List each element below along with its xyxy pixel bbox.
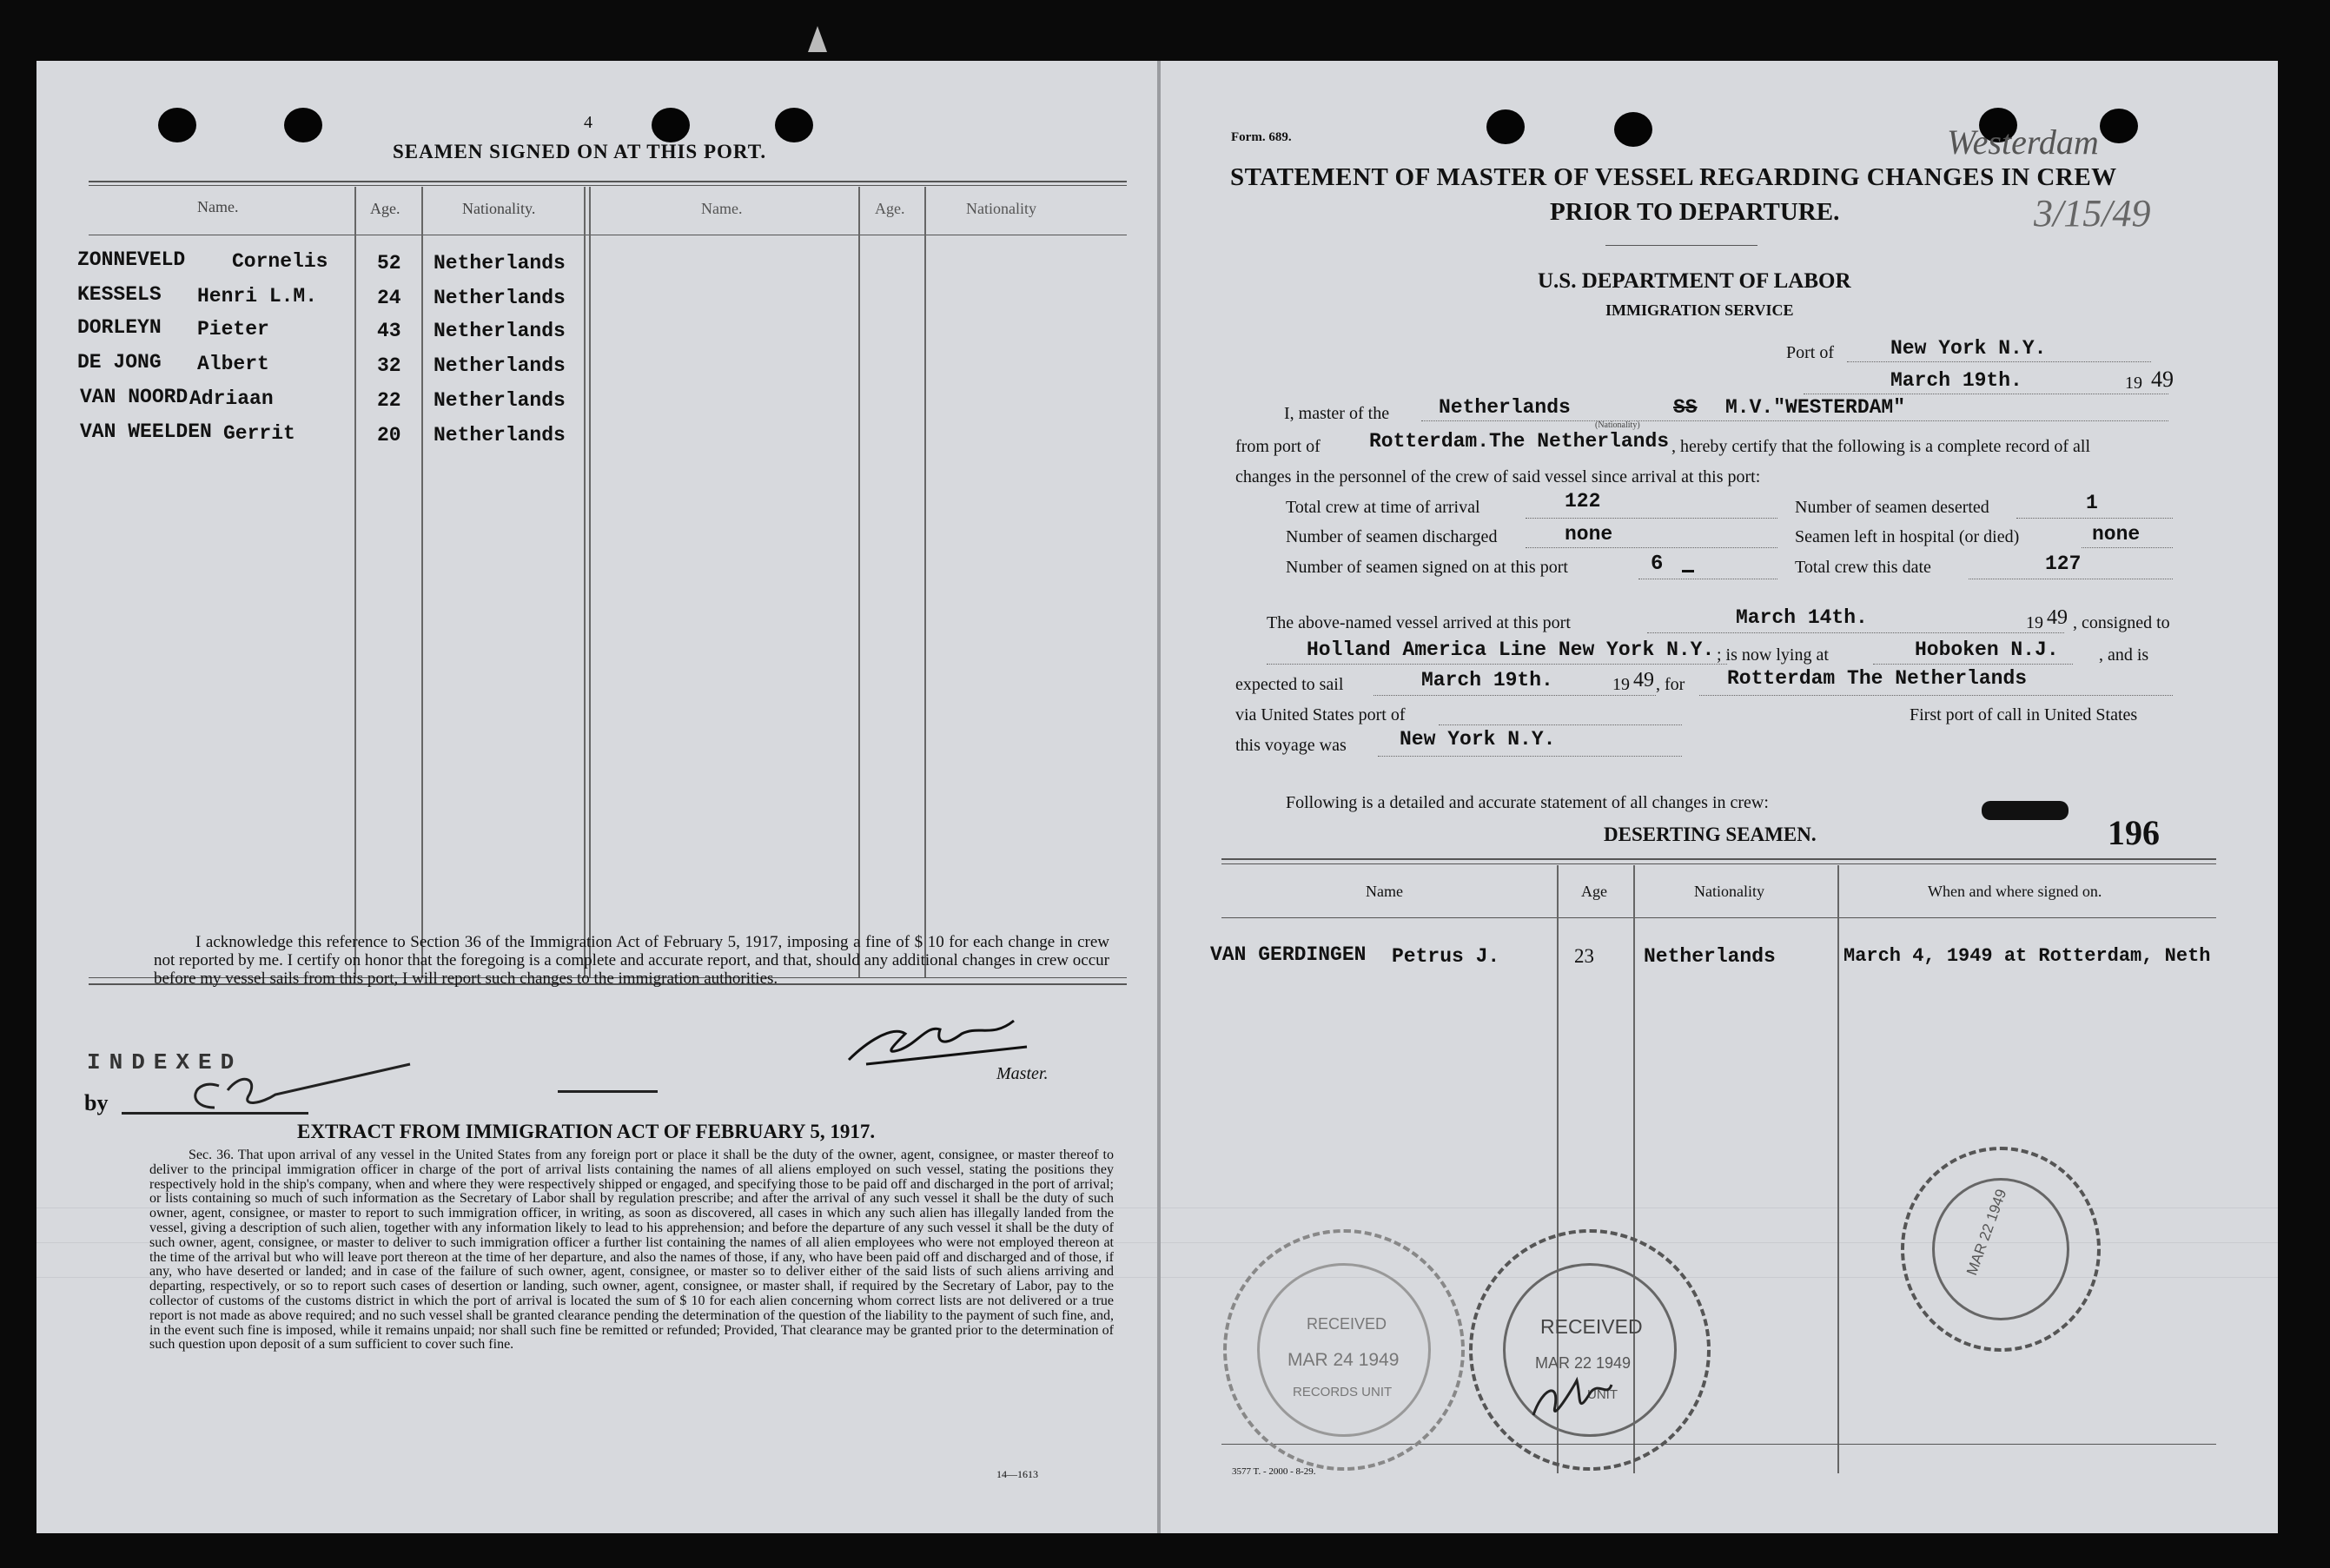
nationality-caption: (Nationality) <box>1595 420 1640 430</box>
department-name: U.S. DEPARTMENT OF LABOR <box>1538 269 1851 293</box>
seaman-age: 43 <box>377 320 401 342</box>
seaman-age: 52 <box>377 252 401 275</box>
scribble-signature <box>1525 1363 1620 1432</box>
seaman-nationality: Netherlands <box>434 287 566 309</box>
hospital-label: Seamen left in hospital (or died) <box>1795 527 2020 546</box>
master-label: Master. <box>996 1064 1049 1083</box>
port-of-label: Port of <box>1786 343 1834 362</box>
seaman-age: 22 <box>377 389 401 412</box>
column-header-nationality: Nationality <box>966 200 1036 217</box>
signed-on-value: 6 <box>1651 552 1664 576</box>
initials-signature <box>158 1060 419 1121</box>
master-nationality: Netherlands <box>1439 396 1571 419</box>
form-title-line1: STATEMENT OF MASTER OF VESSEL REGARDING CHANGES IN CREW <box>1230 163 2117 191</box>
year-prefix: 19 <box>2125 374 2142 393</box>
extract-text: Sec. 36. That upon arrival of any vessel in the United States from any foreign port or place it shall be the duty of the owner, agent, consignee, or master thereof to deliver to the principal immigration officer in charge of the port of arrival lists containing the names of all aliens employed on such vessel, stating the positions they respectively hold in the ship's company, when and where they were respectively shipped or engaged, and specifying those to be paid off and discharged in the port of arrival; or lists containing so much of such information as the Secretary of Labor shall by regulation prescribe; and after the arrival of any such vessel it shall be the duty of such owner, agent, consignee, or master to report to such immigration officer, in writing, as soon as discovered, all cases in which any such alien has illegally landed from the vessel, giving a description of such alien, together with any information likely to lead to his apprehension; and before the departure of any such vessel it shall be the duty of such owner, agent, consignee, or master to deliver to such immigration officer a further list containing the names of all alien employees who were not employed thereon at the time of the arrival but who will leave port thereon at the time of her departure, and also the names of those, if any, who have been paid off and discharged and of those, if any, who have deserted or landed; and in case of the failure of such owner, agent, consignee, or master so to deliver either of the said lists of such aliens arriving and departing, respectively, or so to report such cases of desertion or landing, such owner, agent, consignee, or master shall, if required by the Secretary of Labor, pay to the collector of customs of the customs district in which the port of arrival is located the sum of $ 10 for each alien concerning whom correct lists are not delivered or a true report is not made as above required; and no such vessel shall be granted clearance pending the determination of the question of the liability to the payment of such fine, and, in the event such fine is imposed, while it remains unpaid; nor shall such fine be remitted or refunded; Provided, That clearance may be granted prior to the determination of such question upon deposit of a sum sufficient to cover such fine. <box>149 1148 1114 1353</box>
punch-hole <box>284 108 322 142</box>
column-header-nationality: Nationality <box>1694 883 1764 900</box>
received-stamp-date: MAR 22 1949 <box>1535 1354 1632 1372</box>
deserting-title: DESERTING SEAMEN. <box>1604 824 1817 845</box>
received-stamp <box>1469 1229 1711 1471</box>
total-crew-arrival-value: 122 <box>1565 490 1601 513</box>
deserter-given-name: Petrus J. <box>1392 945 1500 968</box>
consignee-value: Holland America Line New York N.Y. <box>1307 638 1715 661</box>
received-stamp-word: RECEIVED <box>1307 1315 1387 1333</box>
total-crew-arrival-label: Total crew at time of arrival <box>1286 498 1480 517</box>
total-crew-date-label: Total crew this date <box>1795 558 1931 577</box>
column-header-name: Name <box>1366 883 1403 900</box>
print-code: 14—1613 <box>996 1468 1038 1480</box>
seaman-nationality: Netherlands <box>434 320 566 342</box>
discharged-value: none <box>1565 523 1613 546</box>
for-label: , for <box>1656 675 1685 694</box>
struck-out-text: SS <box>1673 396 1698 419</box>
date-value: March 19th. <box>1890 369 2022 392</box>
master-of-label: I, master of the <box>1284 404 1390 423</box>
following-text: Following is a detailed and accurate statement of all changes in crew: <box>1286 793 1769 812</box>
first-port-label: First port of call in United States <box>1910 705 2138 724</box>
seaman-surname: DORLEYN <box>77 316 162 339</box>
seaman-surname: VAN WEELDEN <box>80 420 212 443</box>
year-suffix: 49 <box>2151 367 2174 392</box>
seaman-surname: DE JONG <box>77 351 162 374</box>
signed-on-label: Number of seamen signed on at this port <box>1286 558 1568 577</box>
left-page <box>36 61 1157 1533</box>
print-code: 3577 T. - 2000 - 8-29. <box>1232 1466 1316 1477</box>
seaman-given-name: Gerrit <box>223 422 295 445</box>
seaman-age: 24 <box>377 287 401 309</box>
page-fold-shadow <box>1157 61 1161 1533</box>
seaman-age: 20 <box>377 424 401 447</box>
struck-out-number <box>1982 801 2069 820</box>
and-is-label: , and is <box>2099 645 2149 665</box>
section-title: SEAMEN SIGNED ON AT THIS PORT. <box>393 141 767 162</box>
form-number: Form. 689. <box>1231 130 1292 144</box>
sail-year-prefix: 19 <box>1612 675 1630 694</box>
seaman-given-name: Cornelis <box>232 250 328 273</box>
received-stamp <box>1223 1229 1465 1471</box>
voyage-label: this voyage was <box>1235 736 1347 755</box>
hospital-value: none <box>2092 523 2141 546</box>
corner-mark <box>808 26 827 52</box>
via-label: via United States port of <box>1235 705 1406 724</box>
indexed-stamp: INDEXED <box>87 1049 243 1075</box>
column-header-nationality: Nationality. <box>462 200 536 217</box>
deserter-age: 23 <box>1574 945 1594 967</box>
indexed-by-label: by <box>84 1090 109 1115</box>
arrived-label: The above-named vessel arrived at this port <box>1267 613 1571 632</box>
certify-text-continued: changes in the personnel of the crew of said vessel since arrival at this port: <box>1235 467 1761 486</box>
lying-value: Hoboken N.J. <box>1915 638 2059 661</box>
deserted-value: 1 <box>2086 492 2098 514</box>
from-port-label: from port of <box>1235 437 1321 456</box>
vessel-name: M.V."WESTERDAM" <box>1725 396 1906 419</box>
handwritten-ship-name: Westerdam <box>1947 122 2099 162</box>
seaman-surname: KESSELS <box>77 283 162 306</box>
consigned-label: , consigned to <box>2073 613 2170 632</box>
arrived-date: March 14th. <box>1736 606 1868 629</box>
column-header-age: Age. <box>875 200 905 217</box>
expected-label: expected to sail <box>1235 675 1344 694</box>
seaman-nationality: Netherlands <box>434 389 566 412</box>
seaman-nationality: Netherlands <box>434 354 566 377</box>
voyage-value: New York N.Y. <box>1400 728 1556 751</box>
discharged-label: Number of seamen discharged <box>1286 527 1498 546</box>
sail-date: March 19th. <box>1421 669 1553 691</box>
right-page <box>1161 61 2278 1533</box>
lying-label: ; is now lying at <box>1717 645 1829 665</box>
port-of-value: New York N.Y. <box>1890 337 2047 360</box>
punch-hole <box>1486 109 1525 144</box>
date-stamp <box>1901 1147 2101 1352</box>
punch-hole <box>2100 109 2138 143</box>
form-title-line2: PRIOR TO DEPARTURE. <box>1550 198 1840 226</box>
seaman-age: 32 <box>377 354 401 377</box>
punch-hole <box>158 108 196 142</box>
extract-title: EXTRACT FROM IMMIGRATION ACT OF FEBRUARY 5, 1917. <box>297 1121 876 1142</box>
punch-hole <box>1614 112 1652 147</box>
seaman-surname: VAN NOORD <box>80 386 189 408</box>
sheet-number: 196 <box>2108 813 2160 852</box>
acknowledgement-text: I acknowledge this reference to Section 36 of the Immigration Act of February 5, 1917, imposing a fine of $ 10 for each change in crew not reported by me. I certify on honor that the foregoing is a complete and accurate report, and that, should any additional changes in crew occur before my vessel sails from this port, I will report such changes to the immigration authorities. <box>154 933 1109 988</box>
deserter-signed-on: March 4, 1949 at Rotterdam, Neth <box>1843 945 2211 967</box>
seaman-surname: ZONNEVELD <box>77 248 186 271</box>
column-header-age: Age. <box>370 200 400 217</box>
arrived-year-prefix: 19 <box>2026 613 2043 632</box>
date-stamp-value: MAR 22 1949 <box>1963 1187 2010 1278</box>
seaman-given-name: Pieter <box>197 318 269 341</box>
seaman-given-name: Henri L.M. <box>197 285 318 308</box>
deserted-label: Number of seamen deserted <box>1795 498 1989 517</box>
received-stamp-unit: RECORDS UNIT <box>1293 1385 1393 1399</box>
received-stamp-word: RECEIVED <box>1540 1315 1643 1338</box>
received-stamp-unit: UNIT <box>1587 1387 1618 1402</box>
column-header-age: Age <box>1581 883 1607 900</box>
column-header-name: Name. <box>197 198 239 215</box>
received-stamp-date: MAR 24 1949 <box>1287 1350 1400 1370</box>
seaman-nationality: Netherlands <box>434 424 566 447</box>
handwritten-date: 3/15/49 <box>2034 192 2151 235</box>
punch-hole <box>652 108 690 142</box>
total-crew-date-value: 127 <box>2045 552 2082 575</box>
seaman-nationality: Netherlands <box>434 252 566 275</box>
service-name: IMMIGRATION SERVICE <box>1605 301 1794 319</box>
from-port-value: Rotterdam.The Netherlands <box>1369 430 1670 453</box>
deserter-surname: VAN GERDINGEN <box>1210 943 1367 966</box>
column-header-name: Name. <box>701 200 743 217</box>
destination-value: Rotterdam The Netherlands <box>1727 667 2028 690</box>
punch-hole <box>775 108 813 142</box>
column-header-signed-on: When and where signed on. <box>1928 883 2102 900</box>
seaman-given-name: Adriaan <box>189 387 274 410</box>
sail-year-suffix: 49 <box>1633 669 1654 691</box>
page-number: 4 <box>584 113 592 132</box>
arrived-year-suffix: 49 <box>2047 606 2068 629</box>
seaman-given-name: Albert <box>197 353 269 375</box>
deserter-nationality: Netherlands <box>1644 945 1776 968</box>
certify-text: , hereby certify that the following is a complete record of all <box>1671 437 2091 456</box>
